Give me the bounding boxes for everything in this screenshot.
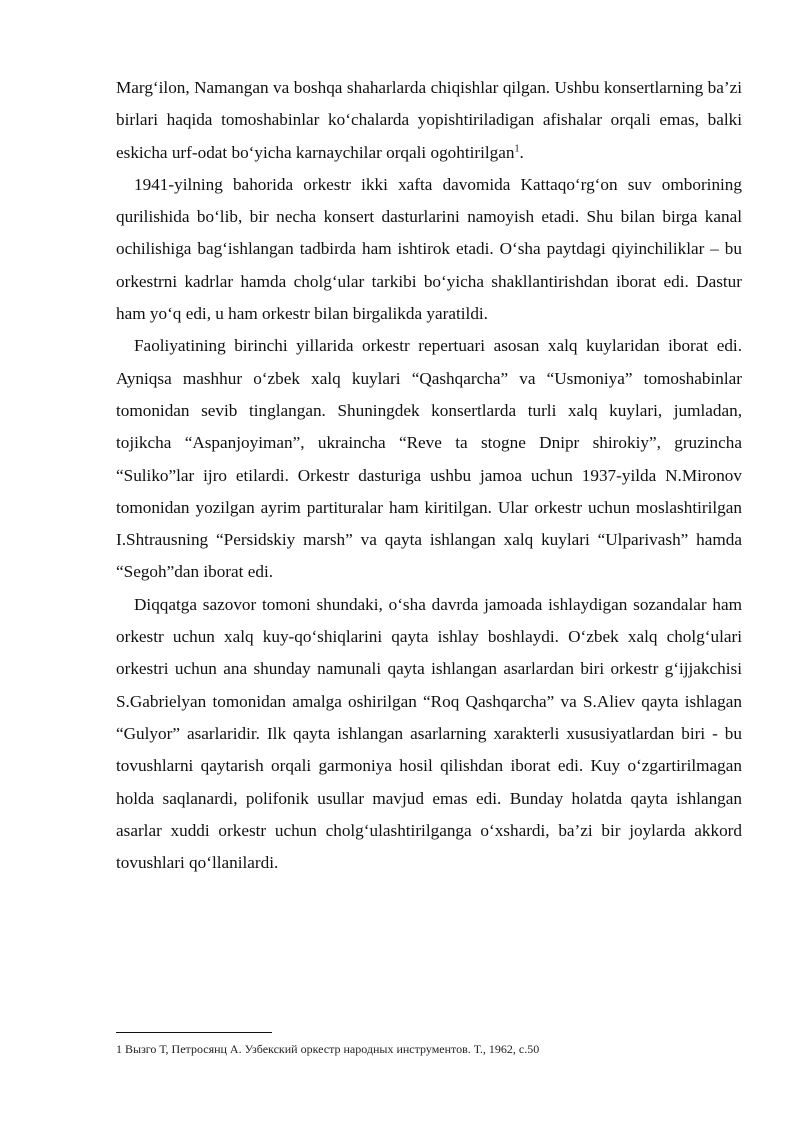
footnote-reference[interactable]: 1	[514, 142, 520, 154]
paragraph-1-text: Marg‘ilon, Namangan va boshqa shaharlarda chiqishlar qilgan. Ushbu konsertlarning ba’zi birlari haqida tomoshabinlar ko‘chalarda yopishtiriladigan afishalar orqali emas, balki eskicha urf-odat bo‘yicha karnaychilar orqali ogohtirilgan	[116, 78, 742, 162]
paragraph-3: Faoliyatining birinchi yillarida orkestr repertuari asosan xalq kuylaridan iborat edi. Ayniqsa mashhur o‘zbek xalq kuylari “Qashqarcha” va “Usmoniya” tomoshabinlar tomonidan sevib tinglangan. Shuningdek konsertlarda turli xalq kuylari, jumladan, tojikcha “Aspanjoyiman”, ukraincha “Reve ta stogne Dnipr shirokiy”, gruzincha “Suliko”lar ijro etilardi. Orkestr dasturiga ushbu jamoa uchun 1937-yilda N.Mironov tomonidan yozilgan ayrim partituralar ham kiritilgan. Ular orkestr uchun moslashtirilgan I.Shtrausning “Persidskiy marsh” va qayta ishlangan xalq kuylari “Ulparivash” hamda “Segoh”dan iborat edi.	[116, 336, 742, 582]
paragraph-1-end: .	[519, 142, 524, 162]
paragraph-2: 1941-yilning bahorida orkestr ikki xafta davomida Kattaqo‘rg‘on suv omborining qurilishida bo‘lib, bir necha konsert dasturlarini namoyish etadi. Shu bilan birga kanal ochilishiga bag‘ishlangan tadbirda ham ishtirok etadi. O‘sha paytdagi qiyinchiliklar – bu orkestrni kadrlar hamda cholg‘ular tarkibi bo‘yicha shakllantirishdan iborat edi. Dastur ham yo‘q edi, u ham orkestr bilan birgalikda yaratildi.	[116, 174, 742, 324]
paragraph-1	[116, 72, 742, 169]
paragraph-4: Diqqatga sazovor tomoni shundaki, o‘sha davrda jamoada ishlaydigan sozandalar ham orkestr uchun xalq kuy-qo‘shiqlarini qayta ishlay boshlaydi. O‘zbek xalq cholg‘ulari orkestri uchun ana shunday namunali qayta ishlangan asarlardan biri orkestr g‘ijjakchisi S.Gabrielyan tomonidan amalga oshirilgan “Roq Qashqarcha” va S.Aliev qayta ishlagan “Gulyor” asarlaridir. Ilk qayta ishlangan asarlarning xarakterli xususiyatlardan biri - bu tovushlarni qaytarish orqali garmoniya hosil qilishdan iborat edi. Kuy o‘zgartirilmagan holda saqlanardi, polifonik usullar mavjud emas edi. Bunday holatda qayta ishlangan asarlar xuddi orkestr uchun cholg‘ulashtirilganga o‘xshardi, ba’zi bir joylarda akkord tovushlari qo‘llanilardi.	[116, 594, 742, 873]
footnote: 1 Вызго Т, Петросянц А. Узбекский оркестр народных инструментов. Т., 1962, с.50	[116, 1042, 540, 1056]
body-text	[116, 72, 742, 879]
footnote-divider	[116, 1032, 272, 1033]
